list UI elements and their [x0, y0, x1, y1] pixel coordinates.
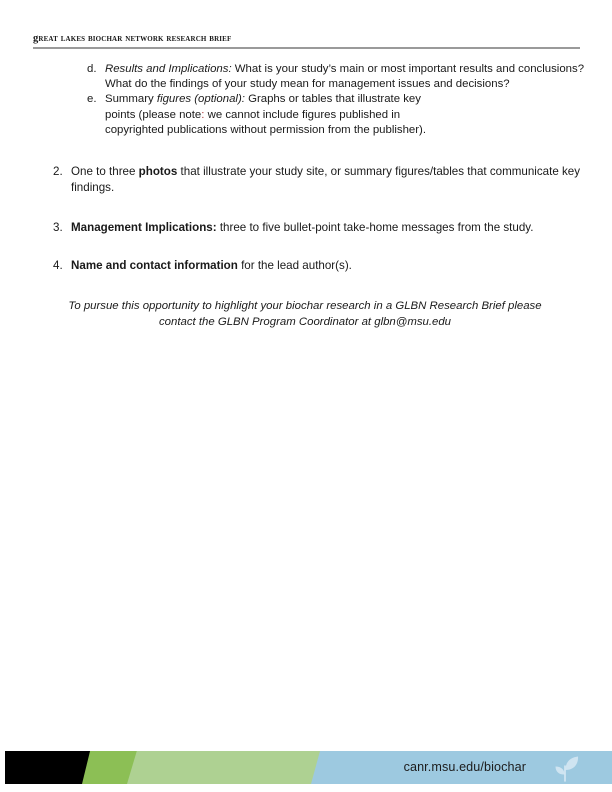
- list-item: [0, 220, 612, 236]
- list-item-body: Graphs or tables that illustrate key: [244, 93, 421, 106]
- list-item-line3: copyrighted publications without permission from the publisher).: [105, 123, 426, 136]
- header-divider: [33, 47, 580, 49]
- list-item-body: three to five bullet-point take-home messages from the study.: [216, 221, 534, 235]
- list-item-bold: photos: [138, 165, 178, 179]
- list-item-lead-italic: figures (optional):: [156, 93, 245, 106]
- list-marker: 3.: [53, 221, 63, 235]
- footer-segment-black: [5, 751, 95, 784]
- list-item-line2a: points (please note: [105, 108, 202, 121]
- list-item-text: [71, 259, 352, 272]
- list-marker: e.: [87, 93, 97, 106]
- list-item-pretext: One to three: [71, 165, 139, 179]
- list-item: [0, 164, 612, 195]
- list-item: [0, 62, 612, 92]
- list-item-text: [105, 63, 584, 90]
- list-item-lead-italic: Results and Implications:: [105, 63, 232, 75]
- footer-bar: [0, 751, 612, 784]
- list-item-bold: Management Implications:: [71, 221, 217, 235]
- document-content: [0, 62, 612, 331]
- footer-segment-green-light: [127, 751, 323, 784]
- list-item-body: that illustrate your study site, or summary figures/tables that communicate key findings.: [71, 165, 581, 194]
- numbered-list: [0, 164, 612, 273]
- list-item-body: for the lead author(s).: [237, 258, 352, 272]
- list-item-pretext: Summary: [105, 93, 157, 106]
- list-item-bold: Name and contact information: [71, 258, 238, 272]
- closing-paragraph: [0, 299, 612, 330]
- footer-url[interactable]: canr.msu.edu/biochar: [403, 760, 526, 774]
- page-header: [33, 33, 580, 49]
- sub-list: [0, 62, 612, 138]
- list-marker: d.: [87, 63, 97, 75]
- list-marker: 4.: [53, 258, 63, 272]
- list-item-text: [71, 165, 580, 194]
- closing-line-1: To pursue this opportunity to highlight your biochar research in a GLBN Research Brief please contact the: [68, 300, 542, 328]
- list-item: [0, 92, 612, 138]
- leaf-sprout-icon: [544, 755, 584, 782]
- list-item-text: [105, 93, 426, 135]
- page-title: great lakes biochar network research brief: [33, 33, 232, 44]
- list-item-body: What is your study’s main or most important results and conclusions? What do the findings of your study mean for management issues and decisions?: [105, 63, 585, 91]
- closing-line-2: GLBN Program Coordinator at glbn@msu.edu: [217, 315, 452, 328]
- list-marker: 2.: [53, 165, 63, 179]
- list-item-text: [71, 221, 533, 234]
- list-item-colon: :: [201, 108, 205, 121]
- list-item: [0, 258, 612, 274]
- list-item-line2b: we cannot include figures published in: [204, 108, 401, 121]
